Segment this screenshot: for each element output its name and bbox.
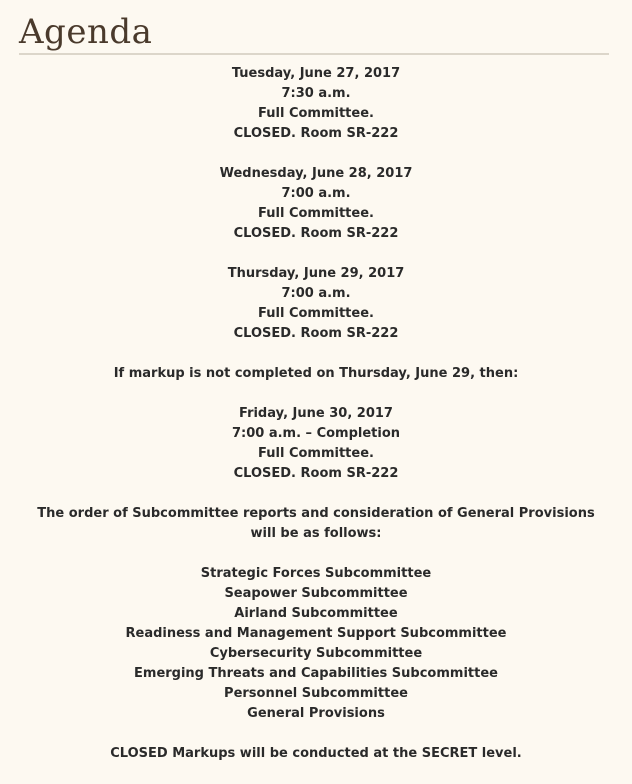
session-committee: Full Committee. [258, 446, 374, 461]
list-item: Airland Subcommittee [234, 606, 398, 621]
list-item: General Provisions [247, 706, 385, 721]
session-committee: Full Committee. [258, 206, 374, 221]
session-committee: Full Committee. [258, 106, 374, 121]
footer-note: CLOSED Markups will be conducted at the SECRET level. [110, 746, 522, 761]
session-time: 7:00 a.m. [281, 286, 351, 301]
list-item: Emerging Threats and Capabilities Subcommittee [134, 666, 498, 681]
session-date: Thursday, June 29, 2017 [227, 266, 405, 281]
order-block [0, 504, 632, 544]
page-header [19, 10, 609, 55]
session-block [0, 164, 632, 244]
session-date: Tuesday, June 27, 2017 [231, 66, 401, 81]
session-time: 7:30 a.m. [281, 86, 351, 101]
list-item: Personnel Subcommittee [224, 686, 408, 701]
session-time: 7:00 a.m. [281, 186, 351, 201]
session-date: Wednesday, June 28, 2017 [219, 166, 413, 181]
session-location: CLOSED. Room SR-222 [233, 466, 399, 481]
session-time: 7:00 a.m. – Completion [231, 426, 401, 441]
conditional-note-block [0, 364, 632, 384]
list-item: Strategic Forces Subcommittee [200, 566, 432, 581]
list-item: Seapower Subcommittee [224, 586, 408, 601]
session-block [0, 264, 632, 344]
session-location: CLOSED. Room SR-222 [233, 326, 399, 341]
subcommittee-list [0, 564, 632, 724]
agenda-content [0, 64, 632, 784]
footer-note-block [0, 744, 632, 764]
session-block [0, 64, 632, 144]
session-committee: Full Committee. [258, 306, 374, 321]
conditional-note: If markup is not completed on Thursday, June 29, then: [113, 366, 519, 381]
session-location: CLOSED. Room SR-222 [233, 126, 399, 141]
session-block-friday [0, 404, 632, 484]
session-date: Friday, June 30, 2017 [239, 406, 393, 421]
page-title: Agenda [19, 12, 153, 52]
list-item: Cybersecurity Subcommittee [209, 646, 423, 661]
order-text: The order of Subcommittee reports and consideration of General Provisions will be as follows: [37, 506, 595, 541]
session-location: CLOSED. Room SR-222 [233, 226, 399, 241]
list-item: Readiness and Management Support Subcommittee [125, 626, 507, 641]
